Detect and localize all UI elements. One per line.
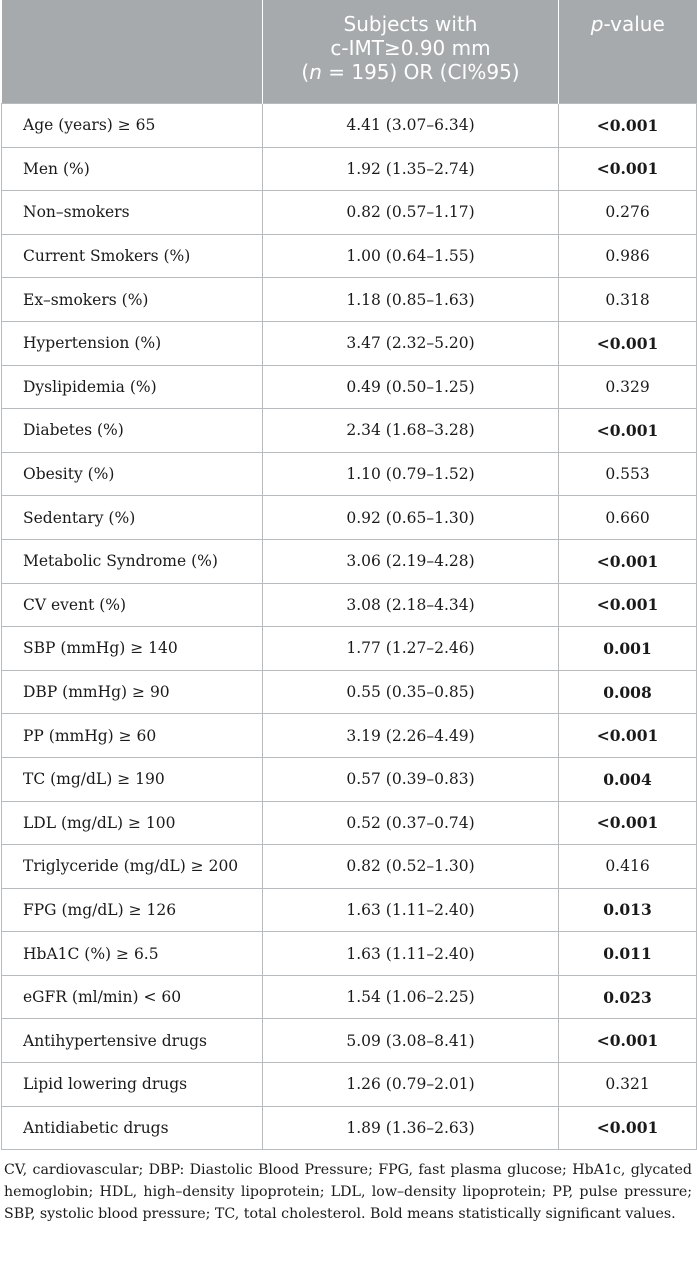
row-odds-ratio: 3.19 (2.26–4.49) [263, 714, 559, 758]
row-variable: Non–smokers [2, 191, 263, 235]
header-or-line3: (n = 195) OR (CI%95) [301, 60, 520, 84]
table-row [2, 670, 697, 714]
table-row [2, 147, 697, 191]
header-p-value: p-value [559, 0, 697, 104]
table-row [2, 627, 697, 671]
table-row [2, 278, 697, 322]
row-variable: LDL (mg/dL) ≥ 100 [2, 801, 263, 845]
row-odds-ratio: 1.92 (1.35–2.74) [263, 147, 559, 191]
table-row [2, 714, 697, 758]
table-row [2, 104, 697, 148]
table-row [2, 1063, 697, 1107]
table-row [2, 801, 697, 845]
table-row [2, 975, 697, 1019]
table-row [2, 409, 697, 453]
row-variable: Ex–smokers (%) [2, 278, 263, 322]
row-p-value: 0.318 [559, 278, 697, 322]
table-body [2, 104, 697, 1150]
table-row [2, 365, 697, 409]
row-variable: TC (mg/dL) ≥ 190 [2, 757, 263, 801]
table-header [2, 0, 697, 104]
table-row [2, 888, 697, 932]
table-row [2, 757, 697, 801]
row-variable: FPG (mg/dL) ≥ 126 [2, 888, 263, 932]
row-variable: Diabetes (%) [2, 409, 263, 453]
row-variable: Metabolic Syndrome (%) [2, 539, 263, 583]
table-row [2, 1106, 697, 1150]
row-p-value: 0.321 [559, 1063, 697, 1107]
row-variable: Triglyceride (mg/dL) ≥ 200 [2, 845, 263, 889]
row-p-value: 0.013 [559, 888, 697, 932]
row-variable: eGFR (ml/min) < 60 [2, 975, 263, 1019]
table-row [2, 932, 697, 976]
row-variable: Age (years) ≥ 65 [2, 104, 263, 148]
row-odds-ratio: 0.82 (0.57–1.17) [263, 191, 559, 235]
table-row [2, 321, 697, 365]
row-variable: CV event (%) [2, 583, 263, 627]
row-odds-ratio: 1.63 (1.11–2.40) [263, 888, 559, 932]
table-footnote: CV, cardiovascular; DBP: Diastolic Blood Pressure; FPG, fast plasma glucose; HbA1c, glycated hemoglobin; HDL, high–density lipoprotein; LDL, low–density lipoprotein; PP, pulse pressure; SBP, systolic blood pressure; TC, total cholesterol. Bold means statistically significant values. [4, 1162, 692, 1223]
row-odds-ratio: 0.82 (0.52–1.30) [263, 845, 559, 889]
row-p-value: <0.001 [559, 104, 697, 148]
row-variable: Hypertension (%) [2, 321, 263, 365]
row-odds-ratio: 1.00 (0.64–1.55) [263, 234, 559, 278]
row-odds-ratio: 1.77 (1.27–2.46) [263, 627, 559, 671]
row-odds-ratio: 2.34 (1.68–3.28) [263, 409, 559, 453]
table-row [2, 583, 697, 627]
row-odds-ratio: 0.49 (0.50–1.25) [263, 365, 559, 409]
row-p-value: 0.553 [559, 452, 697, 496]
row-odds-ratio: 1.18 (0.85–1.63) [263, 278, 559, 322]
row-variable: Antidiabetic drugs [2, 1106, 263, 1150]
row-odds-ratio: 3.08 (2.18–4.34) [263, 583, 559, 627]
row-odds-ratio: 5.09 (3.08–8.41) [263, 1019, 559, 1063]
row-odds-ratio: 3.47 (2.32–5.20) [263, 321, 559, 365]
row-odds-ratio: 1.54 (1.06–2.25) [263, 975, 559, 1019]
row-variable: Sedentary (%) [2, 496, 263, 540]
row-variable: SBP (mmHg) ≥ 140 [2, 627, 263, 671]
row-p-value: 0.011 [559, 932, 697, 976]
table-row [2, 539, 697, 583]
row-odds-ratio: 0.57 (0.39–0.83) [263, 757, 559, 801]
row-p-value: 0.416 [559, 845, 697, 889]
table-row [2, 496, 697, 540]
row-variable: Men (%) [2, 147, 263, 191]
table-row [2, 845, 697, 889]
row-variable: Current Smokers (%) [2, 234, 263, 278]
row-odds-ratio: 4.41 (3.07–6.34) [263, 104, 559, 148]
row-p-value: <0.001 [559, 539, 697, 583]
header-odds-ratio [263, 0, 559, 104]
row-odds-ratio: 1.26 (0.79–2.01) [263, 1063, 559, 1107]
row-p-value: 0.329 [559, 365, 697, 409]
table-row [2, 1019, 697, 1063]
header-or-line2: c-IMT≥0.90 mm [330, 36, 491, 60]
odds-ratio-table [1, 0, 697, 1150]
row-variable: Antihypertensive drugs [2, 1019, 263, 1063]
row-p-value: <0.001 [559, 409, 697, 453]
row-variable: Dyslipidemia (%) [2, 365, 263, 409]
header-variable [2, 0, 263, 104]
row-p-value: 0.001 [559, 627, 697, 671]
row-p-value: <0.001 [559, 714, 697, 758]
row-p-value: <0.001 [559, 321, 697, 365]
table-row [2, 234, 697, 278]
row-variable: Obesity (%) [2, 452, 263, 496]
row-p-value: <0.001 [559, 1019, 697, 1063]
row-p-value: <0.001 [559, 583, 697, 627]
table-row [2, 452, 697, 496]
results-table-container [1, 0, 696, 1225]
row-odds-ratio: 3.06 (2.19–4.28) [263, 539, 559, 583]
header-or-line1: Subjects with [343, 12, 478, 36]
row-p-value: <0.001 [559, 801, 697, 845]
row-odds-ratio: 0.55 (0.35–0.85) [263, 670, 559, 714]
row-odds-ratio: 1.89 (1.36–2.63) [263, 1106, 559, 1150]
row-variable: HbA1C (%) ≥ 6.5 [2, 932, 263, 976]
row-odds-ratio: 0.52 (0.37–0.74) [263, 801, 559, 845]
table-row [2, 191, 697, 235]
row-variable: Lipid lowering drugs [2, 1063, 263, 1107]
row-p-value: <0.001 [559, 147, 697, 191]
row-variable: DBP (mmHg) ≥ 90 [2, 670, 263, 714]
row-p-value: 0.276 [559, 191, 697, 235]
row-odds-ratio: 1.10 (0.79–1.52) [263, 452, 559, 496]
row-p-value: 0.004 [559, 757, 697, 801]
row-p-value: 0.023 [559, 975, 697, 1019]
row-p-value: 0.660 [559, 496, 697, 540]
row-odds-ratio: 1.63 (1.11–2.40) [263, 932, 559, 976]
row-p-value: 0.008 [559, 670, 697, 714]
row-p-value: 0.986 [559, 234, 697, 278]
row-p-value: <0.001 [559, 1106, 697, 1150]
row-odds-ratio: 0.92 (0.65–1.30) [263, 496, 559, 540]
row-variable: PP (mmHg) ≥ 60 [2, 714, 263, 758]
